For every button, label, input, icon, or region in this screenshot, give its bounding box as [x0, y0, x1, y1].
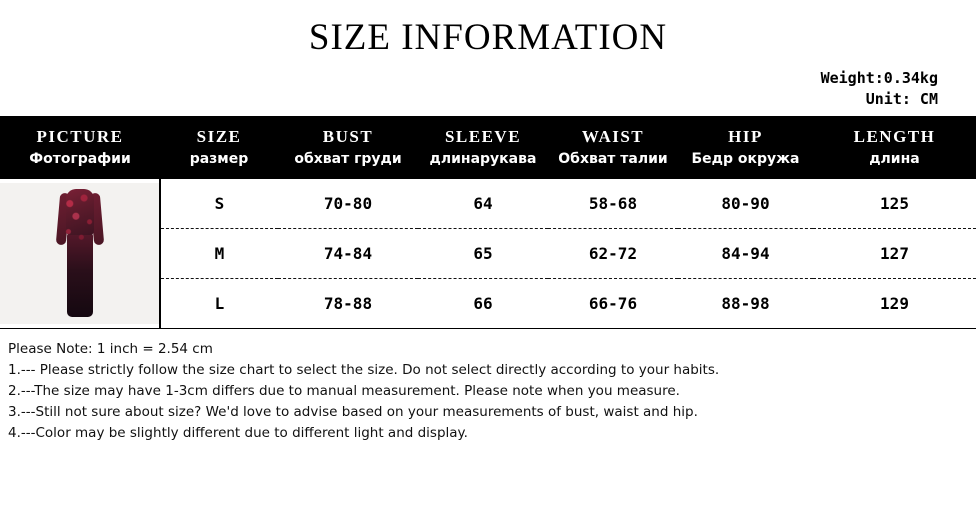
- header-sleeve-en: SLEEVE: [444, 127, 522, 146]
- cell-length: 125: [813, 179, 976, 229]
- header-bust-en: BUST: [322, 127, 374, 146]
- header-waist-ru: Обхват талии: [558, 151, 668, 167]
- cell-waist: 58-68: [548, 179, 678, 229]
- product-image-cell: [0, 179, 160, 328]
- header-picture: [0, 117, 160, 179]
- cell-hip: 84-94: [678, 229, 813, 279]
- header-hip: [678, 117, 813, 179]
- cell-hip: 88-98: [721, 294, 770, 313]
- size-table-body: [0, 179, 976, 328]
- cell-sleeve: 66: [473, 294, 493, 313]
- dress-illustration: [57, 189, 103, 319]
- cell-bust: 70-80: [278, 179, 418, 229]
- cell-length: 127: [813, 229, 976, 279]
- cell-size: S: [160, 179, 278, 229]
- table-header-row: [0, 117, 976, 179]
- cell-size: L: [160, 279, 278, 329]
- unit-text: Unit: CM: [865, 90, 938, 108]
- dress-floral-pattern: [63, 191, 97, 261]
- header-bust-ru: обхват груди: [294, 151, 402, 167]
- header-size-en: SIZE: [196, 127, 242, 146]
- header-length: [813, 117, 976, 179]
- header-waist-en: WAIST: [581, 127, 645, 146]
- weight-unit-info: [0, 68, 976, 110]
- header-length-en: LENGTH: [853, 127, 936, 146]
- size-table: [0, 117, 976, 328]
- weight-text: Weight:0.34kg: [820, 69, 938, 87]
- header-picture-en: PICTURE: [36, 127, 124, 146]
- header-picture-ru: Фотографии: [29, 151, 131, 167]
- cell-length: 129: [880, 294, 909, 313]
- notes-section: [0, 329, 976, 444]
- size-table-head: [0, 117, 976, 179]
- header-hip-en: HIP: [728, 127, 763, 146]
- note-line: 3.---Still not sure about size? We'd love to advise based on your measurements of bust, waist and hip.: [8, 404, 698, 420]
- cell-bust: 78-88: [323, 294, 373, 313]
- cell-sleeve: 65: [418, 229, 548, 279]
- note-line: 2.---The size may have 1-3cm differs due to manual measurement. Please note when you measure.: [8, 383, 680, 399]
- note-line: Please Note: 1 inch = 2.54 cm: [8, 341, 213, 357]
- size-information-page: [0, 16, 976, 522]
- header-sleeve: [418, 117, 548, 179]
- header-size-ru: размер: [189, 151, 249, 167]
- header-bust: [278, 117, 418, 179]
- cell-hip: 80-90: [678, 179, 813, 229]
- header-length-ru: длина: [869, 151, 920, 167]
- header-size: [160, 117, 278, 179]
- header-sleeve-ru: длинарукава: [429, 151, 537, 167]
- table-row: [0, 179, 976, 229]
- note-line: 4.---Color may be slightly different due to different light and display.: [8, 425, 468, 441]
- page-title: SIZE INFORMATION: [308, 17, 668, 58]
- cell-waist: 66-76: [588, 294, 638, 313]
- cell-bust: 74-84: [278, 229, 418, 279]
- cell-sleeve: 64: [418, 179, 548, 229]
- cell-size: M: [160, 229, 278, 279]
- size-table-wrapper: [0, 116, 976, 329]
- cell-waist: 62-72: [548, 229, 678, 279]
- dress-photo: [0, 183, 159, 324]
- header-hip-ru: Бедр окружа: [691, 151, 800, 167]
- header-waist: [548, 117, 678, 179]
- note-line: 1.--- Please strictly follow the size chart to select the size. Do not select directly according to your habits.: [8, 362, 720, 378]
